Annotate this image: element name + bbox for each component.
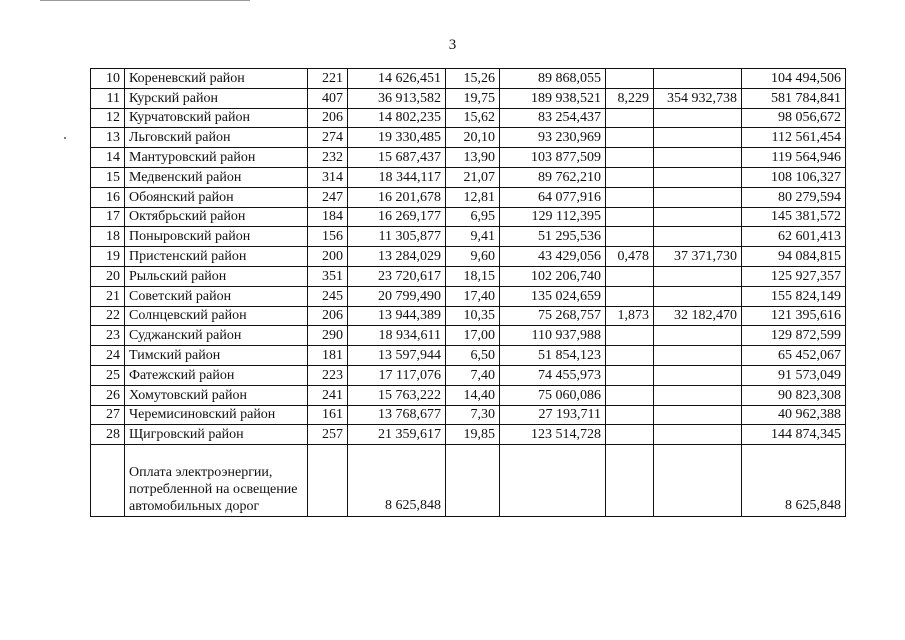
col-7-total: 129 872,599	[742, 326, 846, 346]
col-2-value: 13 597,944	[348, 346, 446, 366]
district-name: Курский район	[125, 88, 308, 108]
row-number: 20	[91, 266, 125, 286]
col-4-value: 89 762,210	[500, 167, 606, 187]
col-7-total: 104 494,506	[742, 69, 846, 89]
table-row	[91, 425, 846, 445]
col-2-value: 18 934,611	[348, 326, 446, 346]
table-row	[91, 128, 846, 148]
col-6-value	[654, 128, 742, 148]
col-3-value: 21,07	[446, 167, 500, 187]
col-6-value	[654, 286, 742, 306]
district-name: Фатежский район	[125, 365, 308, 385]
col-2-value: 17 117,076	[348, 365, 446, 385]
district-name: Советский район	[125, 286, 308, 306]
col-7-total: 108 106,327	[742, 167, 846, 187]
col-5-value	[606, 167, 654, 187]
table-row	[91, 88, 846, 108]
row-number: 17	[91, 207, 125, 227]
district-name: Кореневский район	[125, 69, 308, 89]
col-7-total: 80 279,594	[742, 187, 846, 207]
table-row	[91, 405, 846, 425]
col-5-value	[606, 405, 654, 425]
col-5-value	[606, 425, 654, 445]
col-6-value	[654, 187, 742, 207]
col-1-value: 200	[308, 247, 348, 267]
col-5-value	[606, 326, 654, 346]
table-row	[91, 187, 846, 207]
district-name: Льговский район	[125, 128, 308, 148]
col-5-value	[606, 108, 654, 128]
col-6-value	[654, 227, 742, 247]
row-number: 27	[91, 405, 125, 425]
table-body	[91, 69, 846, 517]
col-4-value: 75 268,757	[500, 306, 606, 326]
row-number: 26	[91, 385, 125, 405]
district-name: Обоянский район	[125, 187, 308, 207]
col-5-value: 0,478	[606, 247, 654, 267]
row-number: 18	[91, 227, 125, 247]
col-2-value: 19 330,485	[348, 128, 446, 148]
col-6-value	[654, 167, 742, 187]
col-1-value: 221	[308, 69, 348, 89]
district-name: Октябрьский район	[125, 207, 308, 227]
col-4-value: 110 937,988	[500, 326, 606, 346]
col-3-value: 17,40	[446, 286, 500, 306]
district-name: Пристенский район	[125, 247, 308, 267]
col-5-value: 8,229	[606, 88, 654, 108]
table-row	[91, 266, 846, 286]
table-row	[91, 108, 846, 128]
col-2-value: 13 768,677	[348, 405, 446, 425]
col-7-total: 62 601,413	[742, 227, 846, 247]
col-3-value: 18,15	[446, 266, 500, 286]
col-6-value	[654, 69, 742, 89]
col-6-value	[654, 108, 742, 128]
col-7-total: 121 395,616	[742, 306, 846, 326]
table-row	[91, 306, 846, 326]
col-2-value: 16 269,177	[348, 207, 446, 227]
row-number: 10	[91, 69, 125, 89]
district-name: Черемисиновский район	[125, 405, 308, 425]
col-4-value: 75 060,086	[500, 385, 606, 405]
district-name: Мантуровский район	[125, 148, 308, 168]
row-number: 19	[91, 247, 125, 267]
col-4-value: 123 514,728	[500, 425, 606, 445]
row-number: 22	[91, 306, 125, 326]
col-4-value: 129 112,395	[500, 207, 606, 227]
district-name: Поныровский район	[125, 227, 308, 247]
col-3-value: 12,81	[446, 187, 500, 207]
col-4-value: 102 206,740	[500, 266, 606, 286]
col-2-value: 18 344,117	[348, 167, 446, 187]
row-number: 21	[91, 286, 125, 306]
col-1-value: 241	[308, 385, 348, 405]
col-5-value	[606, 227, 654, 247]
col-2-value: 20 799,490	[348, 286, 446, 306]
col-5-value	[606, 266, 654, 286]
col-5-value	[606, 445, 654, 517]
col-7-total: 8 625,848	[742, 445, 846, 517]
district-name: Хомутовский район	[125, 385, 308, 405]
col-4-value	[500, 445, 606, 517]
col-3-value: 19,75	[446, 88, 500, 108]
col-3-value: 15,26	[446, 69, 500, 89]
row-number	[91, 445, 125, 517]
col-3-value: 13,90	[446, 148, 500, 168]
row-number: 25	[91, 365, 125, 385]
table-row	[91, 286, 846, 306]
table-row	[91, 346, 846, 366]
table-row	[91, 247, 846, 267]
col-4-value: 74 455,973	[500, 365, 606, 385]
col-4-value: 51 854,123	[500, 346, 606, 366]
district-name: Щигровский район	[125, 425, 308, 445]
col-6-value	[654, 207, 742, 227]
col-1-value: 314	[308, 167, 348, 187]
row-number: 13	[91, 128, 125, 148]
col-2-value: 14 802,235	[348, 108, 446, 128]
col-1-value: 161	[308, 405, 348, 425]
col-7-total: 98 056,672	[742, 108, 846, 128]
col-5-value	[606, 207, 654, 227]
district-name: Тимский район	[125, 346, 308, 366]
col-1-value: 351	[308, 266, 348, 286]
table-row	[91, 385, 846, 405]
col-3-value: 7,30	[446, 405, 500, 425]
col-4-value: 51 295,536	[500, 227, 606, 247]
col-3-value: 17,00	[446, 326, 500, 346]
col-6-value	[654, 266, 742, 286]
district-name: Оплата электроэнергии, потребленной на освещение автомобильных дорог	[125, 445, 308, 517]
district-budget-table	[90, 68, 846, 517]
col-7-total: 40 962,388	[742, 405, 846, 425]
district-name: Суджанский район	[125, 326, 308, 346]
col-5-value	[606, 286, 654, 306]
col-4-value: 83 254,437	[500, 108, 606, 128]
col-1-value: 206	[308, 306, 348, 326]
col-3-value: 10,35	[446, 306, 500, 326]
col-7-total: 155 824,149	[742, 286, 846, 306]
col-7-total: 94 084,815	[742, 247, 846, 267]
col-3-value: 6,95	[446, 207, 500, 227]
col-6-value	[654, 445, 742, 517]
row-number: 11	[91, 88, 125, 108]
col-6-value	[654, 425, 742, 445]
col-3-value: 6,50	[446, 346, 500, 366]
col-7-total: 144 874,345	[742, 425, 846, 445]
col-2-value: 8 625,848	[348, 445, 446, 517]
table-row	[91, 207, 846, 227]
scan-artifact-dot	[64, 137, 66, 139]
col-6-value	[654, 346, 742, 366]
col-6-value: 37 371,730	[654, 247, 742, 267]
col-1-value: 407	[308, 88, 348, 108]
col-4-value: 43 429,056	[500, 247, 606, 267]
col-6-value: 32 182,470	[654, 306, 742, 326]
col-1-value: 232	[308, 148, 348, 168]
col-7-total: 91 573,049	[742, 365, 846, 385]
col-4-value: 135 024,659	[500, 286, 606, 306]
col-2-value: 14 626,451	[348, 69, 446, 89]
row-number: 16	[91, 187, 125, 207]
col-4-value: 103 877,509	[500, 148, 606, 168]
col-7-total: 90 823,308	[742, 385, 846, 405]
col-3-value: 9,60	[446, 247, 500, 267]
col-4-value: 27 193,711	[500, 405, 606, 425]
col-5-value	[606, 128, 654, 148]
col-2-value: 36 913,582	[348, 88, 446, 108]
col-4-value: 64 077,916	[500, 187, 606, 207]
col-1-value: 223	[308, 365, 348, 385]
col-7-total: 581 784,841	[742, 88, 846, 108]
col-6-value: 354 932,738	[654, 88, 742, 108]
row-number: 28	[91, 425, 125, 445]
col-1-value	[308, 445, 348, 517]
col-6-value	[654, 365, 742, 385]
col-5-value	[606, 148, 654, 168]
col-1-value: 247	[308, 187, 348, 207]
table-row	[91, 167, 846, 187]
col-5-value	[606, 69, 654, 89]
col-3-value: 19,85	[446, 425, 500, 445]
col-1-value: 290	[308, 326, 348, 346]
district-name: Курчатовский район	[125, 108, 308, 128]
table-row	[91, 365, 846, 385]
col-3-value: 14,40	[446, 385, 500, 405]
col-3-value: 7,40	[446, 365, 500, 385]
col-5-value	[606, 346, 654, 366]
scan-top-rule	[40, 0, 250, 1]
col-5-value	[606, 187, 654, 207]
col-1-value: 245	[308, 286, 348, 306]
col-1-value: 156	[308, 227, 348, 247]
col-1-value: 274	[308, 128, 348, 148]
row-number: 12	[91, 108, 125, 128]
col-1-value: 206	[308, 108, 348, 128]
col-5-value: 1,873	[606, 306, 654, 326]
col-2-value: 15 763,222	[348, 385, 446, 405]
row-number: 15	[91, 167, 125, 187]
col-3-value: 15,62	[446, 108, 500, 128]
col-6-value	[654, 405, 742, 425]
table-row	[91, 148, 846, 168]
col-6-value	[654, 148, 742, 168]
col-2-value: 11 305,877	[348, 227, 446, 247]
col-2-value: 15 687,437	[348, 148, 446, 168]
col-3-value	[446, 445, 500, 517]
table-row	[91, 227, 846, 247]
col-2-value: 13 284,029	[348, 247, 446, 267]
col-2-value: 13 944,389	[348, 306, 446, 326]
district-name: Медвенский район	[125, 167, 308, 187]
col-4-value: 89 868,055	[500, 69, 606, 89]
col-4-value: 189 938,521	[500, 88, 606, 108]
col-1-value: 257	[308, 425, 348, 445]
table-row	[91, 326, 846, 346]
col-1-value: 184	[308, 207, 348, 227]
table-row	[91, 69, 846, 89]
col-3-value: 9,41	[446, 227, 500, 247]
col-5-value	[606, 365, 654, 385]
col-2-value: 21 359,617	[348, 425, 446, 445]
col-3-value: 20,10	[446, 128, 500, 148]
col-1-value: 181	[308, 346, 348, 366]
col-6-value	[654, 326, 742, 346]
col-2-value: 16 201,678	[348, 187, 446, 207]
district-name: Рыльский район	[125, 266, 308, 286]
col-7-total: 65 452,067	[742, 346, 846, 366]
page-number: 3	[448, 37, 457, 53]
row-number: 23	[91, 326, 125, 346]
col-7-total: 119 564,946	[742, 148, 846, 168]
col-7-total: 112 561,454	[742, 128, 846, 148]
district-name: Солнцевский район	[125, 306, 308, 326]
col-7-total: 125 927,357	[742, 266, 846, 286]
table-row-road-lighting	[91, 445, 846, 517]
col-6-value	[654, 385, 742, 405]
row-number: 24	[91, 346, 125, 366]
col-2-value: 23 720,617	[348, 266, 446, 286]
col-7-total: 145 381,572	[742, 207, 846, 227]
col-5-value	[606, 385, 654, 405]
row-number: 14	[91, 148, 125, 168]
col-4-value: 93 230,969	[500, 128, 606, 148]
